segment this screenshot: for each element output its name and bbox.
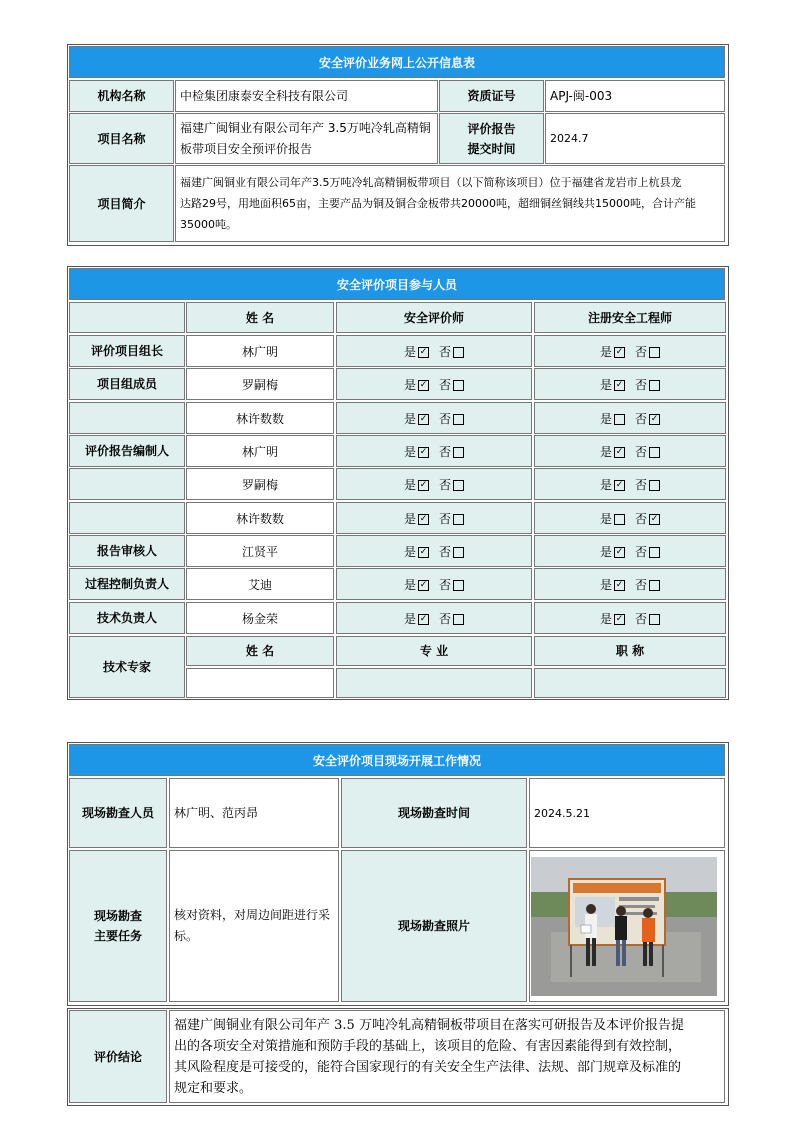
- checked-box-icon: ✓: [419, 379, 428, 390]
- engineer-cell: [534, 335, 726, 367]
- expert-label: 技术专家: [69, 636, 185, 698]
- header-evaluator: 安全评价师: [336, 302, 532, 333]
- engineer-choice: [600, 543, 660, 560]
- expert-col-name: 姓 名: [186, 636, 334, 666]
- no-label: 否: [439, 377, 452, 392]
- participant-name: 林许数数: [186, 502, 334, 534]
- no-label: 否: [635, 411, 648, 426]
- yes-label: 是: [403, 544, 416, 559]
- evaluator-choice: [404, 443, 464, 460]
- conclusion-line: 其风险程度是可接受的，能符合国家现行的有关安全生产法律、法规、部门规章及标准的: [174, 1059, 682, 1075]
- empty-box-icon: [649, 447, 660, 458]
- project-name-label: 项目名称: [69, 113, 174, 164]
- checked-box-icon: ✓: [615, 546, 624, 557]
- project-name-value: [175, 113, 438, 164]
- participant-role: 过程控制负责人: [69, 568, 185, 600]
- empty-box-icon: [614, 414, 625, 425]
- no-label: 否: [635, 544, 648, 559]
- header-blank: [69, 302, 185, 333]
- checked-box-icon: ✓: [615, 446, 624, 457]
- participant-role: 评价报告编制人: [69, 435, 185, 467]
- evaluator-cell: [336, 402, 532, 434]
- empty-box-icon: [649, 347, 660, 358]
- site-time-label: 现场勘查时间: [341, 778, 527, 848]
- no-label: 否: [635, 444, 648, 459]
- evaluator-cell: [336, 335, 532, 367]
- evaluator-choice: [404, 510, 464, 527]
- checked-box-icon: ✓: [615, 613, 624, 624]
- expert-col-major: 专 业: [336, 636, 532, 666]
- empty-box-icon: [453, 414, 464, 425]
- checked-box-icon: ✓: [419, 446, 428, 457]
- no-label: 否: [439, 444, 452, 459]
- yes-label: 是: [403, 477, 416, 492]
- checked-box-icon: ✓: [419, 513, 428, 524]
- participant-role: 项目组成员: [69, 368, 185, 400]
- evaluator-choice: [404, 343, 464, 360]
- empty-box-icon: [453, 547, 464, 558]
- site-staff-value: 林广明、范丙昂: [169, 778, 339, 848]
- empty-box-icon: [453, 447, 464, 458]
- evaluator-cell: [336, 468, 532, 500]
- header-name: 姓 名: [186, 302, 334, 333]
- engineer-cell: [534, 602, 726, 634]
- engineer-choice: [600, 510, 660, 527]
- cert-no-label: 资质证号: [439, 80, 544, 112]
- evaluator-cell: [336, 602, 532, 634]
- checked-box-icon: ✓: [419, 346, 428, 357]
- evaluator-choice: [404, 410, 464, 427]
- project-intro-line3: 35000吨。: [180, 218, 237, 231]
- site-task-label: [69, 850, 167, 1002]
- engineer-cell: [534, 435, 726, 467]
- site-staff-label: 现场勘查人员: [69, 778, 167, 848]
- project-intro-line1: 福建广闽铜业有限公司年产3.5万吨冷轧高精铜板带项目（以下简称该项目）位于福建省龙岩市上杭县龙: [180, 176, 682, 189]
- no-label: 否: [635, 344, 648, 359]
- conclusion-line: 出的各项安全对策措施和预防手段的基础上，该项目的危险、有害因素能得到有效控制，: [174, 1038, 682, 1054]
- yes-label: 是: [403, 577, 416, 592]
- evaluator-choice: [404, 543, 464, 560]
- empty-box-icon: [453, 480, 464, 491]
- empty-box-icon: [649, 547, 660, 558]
- checked-box-icon: ✓: [419, 579, 428, 590]
- empty-box-icon: [649, 480, 660, 491]
- submit-time-label: [439, 113, 544, 164]
- participant-role: 评价项目组长: [69, 335, 185, 367]
- site-task-value: [169, 850, 339, 1002]
- checked-box-icon: ✓: [615, 346, 624, 357]
- empty-box-icon: [453, 614, 464, 625]
- checked-box-icon: ✓: [615, 479, 624, 490]
- yes-label: 是: [599, 444, 612, 459]
- conclusion-table: [67, 1008, 729, 1106]
- conclusion-value: [169, 1010, 725, 1103]
- checked-box-icon: ✓: [650, 413, 659, 424]
- yes-label: 是: [599, 611, 612, 626]
- site-task-line2: 标。: [174, 929, 199, 943]
- checked-box-icon: ✓: [650, 513, 659, 524]
- section-title: 安全评价项目参与人员: [69, 268, 725, 300]
- engineer-choice: [600, 410, 660, 427]
- empty-box-icon: [649, 580, 660, 591]
- empty-box-icon: [453, 514, 464, 525]
- participant-name: 江贤平: [186, 535, 334, 567]
- participant-name: 林广明: [186, 335, 334, 367]
- checked-box-icon: ✓: [419, 613, 428, 624]
- engineer-choice: [600, 476, 660, 493]
- engineer-cell: [534, 468, 726, 500]
- no-label: 否: [635, 477, 648, 492]
- yes-label: 是: [599, 344, 612, 359]
- yes-label: 是: [599, 377, 612, 392]
- submit-time-value: 2024.7: [545, 113, 725, 164]
- checked-box-icon: ✓: [419, 413, 428, 424]
- evaluator-cell: [336, 535, 532, 567]
- empty-box-icon: [453, 380, 464, 391]
- conclusion-label: 评价结论: [69, 1010, 167, 1103]
- site-photo-label: 现场勘查照片: [341, 850, 527, 1002]
- yes-label: 是: [599, 511, 612, 526]
- no-label: 否: [635, 511, 648, 526]
- participant-name: 林广明: [186, 435, 334, 467]
- yes-label: 是: [599, 577, 612, 592]
- engineer-cell: [534, 535, 726, 567]
- engineer-choice: [600, 576, 660, 593]
- engineer-choice: [600, 376, 660, 393]
- participants-table: [67, 266, 729, 700]
- evaluator-choice: [404, 576, 464, 593]
- evaluator-choice: [404, 376, 464, 393]
- checked-box-icon: ✓: [615, 579, 624, 590]
- yes-label: 是: [599, 544, 612, 559]
- no-label: 否: [439, 611, 452, 626]
- participant-name: 林许数数: [186, 402, 334, 434]
- participant-name: 艾迪: [186, 568, 334, 600]
- empty-box-icon: [453, 580, 464, 591]
- org-name-label: 机构名称: [69, 80, 174, 112]
- section-title: 安全评价业务网上公开信息表: [69, 46, 725, 78]
- empty-box-icon: [453, 347, 464, 358]
- empty-box-icon: [649, 614, 660, 625]
- expert-major-cell: [336, 668, 532, 698]
- evaluator-choice: [404, 476, 464, 493]
- evaluator-cell: [336, 435, 532, 467]
- public-info-table: [67, 44, 729, 246]
- empty-box-icon: [614, 514, 625, 525]
- no-label: 否: [439, 511, 452, 526]
- submit-time-label-line1: 评价报告: [467, 121, 516, 136]
- yes-label: 是: [403, 411, 416, 426]
- section-title: 安全评价项目现场开展工作情况: [69, 744, 725, 776]
- checked-box-icon: ✓: [419, 479, 428, 490]
- participant-name: 罗嗣梅: [186, 468, 334, 500]
- engineer-choice: [600, 610, 660, 627]
- engineer-cell: [534, 568, 726, 600]
- org-name-value: 中检集团康泰安全科技有限公司: [175, 80, 438, 112]
- evaluator-cell: [336, 502, 532, 534]
- no-label: 否: [439, 577, 452, 592]
- site-survey-photo: [531, 857, 717, 996]
- participant-role: [69, 468, 185, 500]
- yes-label: 是: [403, 611, 416, 626]
- participant-role: [69, 402, 185, 434]
- participant-role: [69, 502, 185, 534]
- no-label: 否: [635, 377, 648, 392]
- engineer-cell: [534, 402, 726, 434]
- site-task-label-line1: 现场勘查: [93, 909, 142, 923]
- evaluator-cell: [336, 568, 532, 600]
- empty-box-icon: [649, 380, 660, 391]
- no-label: 否: [635, 611, 648, 626]
- yes-label: 是: [599, 477, 612, 492]
- yes-label: 是: [403, 511, 416, 526]
- engineer-cell: [534, 502, 726, 534]
- participant-name: 杨金荣: [186, 602, 334, 634]
- header-engineer: 注册安全工程师: [534, 302, 726, 333]
- checked-box-icon: ✓: [615, 379, 624, 390]
- no-label: 否: [635, 577, 648, 592]
- conclusion-line: 福建广闽铜业有限公司年产 3.5 万吨冷轧高精铜板带项目在落实可研报告及本评价报告提: [174, 1017, 684, 1033]
- conclusion-line: 规定和要求。: [174, 1080, 253, 1096]
- project-name-line1: 福建广闽铜业有限公司年产 3.5万吨冷轧高精铜: [180, 120, 431, 135]
- participant-role: 技术负责人: [69, 602, 185, 634]
- cert-no-value: APJ-闽-003: [545, 80, 725, 112]
- no-label: 否: [439, 411, 452, 426]
- engineer-choice: [600, 443, 660, 460]
- participant-name: 罗嗣梅: [186, 368, 334, 400]
- yes-label: 是: [403, 344, 416, 359]
- project-name-line2: 板带项目安全预评价报告: [180, 141, 313, 156]
- submit-time-label-line2: 提交时间: [467, 141, 516, 156]
- no-label: 否: [439, 477, 452, 492]
- project-intro-value: [175, 165, 725, 242]
- evaluator-choice: [404, 610, 464, 627]
- site-task-label-line2: 主要任务: [93, 929, 142, 943]
- no-label: 否: [439, 344, 452, 359]
- engineer-cell: [534, 368, 726, 400]
- engineer-choice: [600, 343, 660, 360]
- expert-col-title: 职 称: [534, 636, 726, 666]
- yes-label: 是: [599, 411, 612, 426]
- expert-title-cell: [534, 668, 726, 698]
- yes-label: 是: [403, 444, 416, 459]
- no-label: 否: [439, 544, 452, 559]
- participant-role: 报告审核人: [69, 535, 185, 567]
- project-intro-label: 项目简介: [69, 165, 174, 242]
- checked-box-icon: ✓: [419, 546, 428, 557]
- project-intro-line2: 达路29号，用地面积65亩，主要产品为铜及铜合金板带共20000吨，超细铜丝铜线共15000吨，合计产能: [180, 197, 696, 210]
- site-time-value: 2024.5.21: [529, 778, 725, 848]
- expert-name-cell: [186, 668, 334, 698]
- site-task-line1: 核对资料，对周边间距进行采: [174, 908, 331, 922]
- evaluator-cell: [336, 368, 532, 400]
- yes-label: 是: [403, 377, 416, 392]
